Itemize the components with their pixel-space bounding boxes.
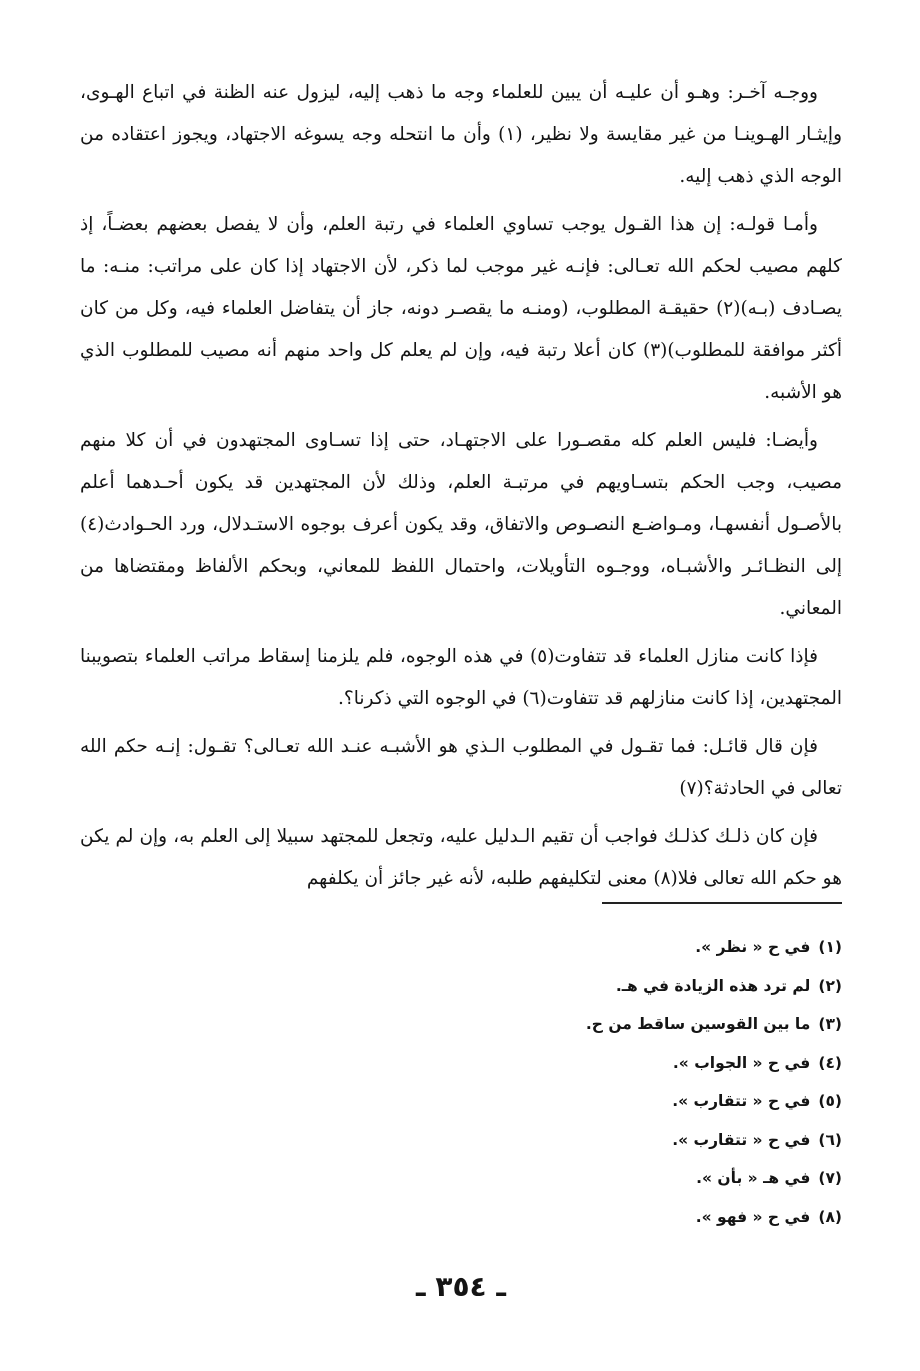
footnote-number: (٨) [818,1207,842,1226]
footnote-item [80,1198,842,1237]
paragraph: فإن قال قائـل: فما تقـول في المطلوب الـذي هو الأشبـه عنـد الله تعـالى؟ تقـول: إنـه حكم الله تعالى في الحادثة؟(٧) [80,736,842,799]
footnote-text: في ح « الجواب ». [672,1053,811,1072]
footnote-separator [602,902,842,904]
footnote-item [80,1005,842,1044]
footnote-number: (٤) [818,1053,842,1072]
paragraph: ووجـه آخـر: وهـو أن عليـه أن يبين للعلماء وجه ما ذهب إليه، ليزول عنه الظنة في اتباع الهـوى، وإيثـار الهـوينـا من غير مقايسة ولا نظير، (١) وأن ما انتحله وجه يسوغه الاجتهاد، ويجوز اعتقاده من الوجه الذي ذهب إليه. [80,82,843,187]
footnote-text: في ح « فهو ». [695,1207,811,1226]
footnote-text: في هـ « بأن ». [696,1169,811,1187]
footnote-text: في ح « تتقارب ». [672,1092,811,1110]
footnote-text: ما بين القوسين ساقط من ح. [585,1015,811,1033]
page-number: ـ ٣٥٤ ـ [416,1270,506,1303]
footnote-item [80,1044,842,1083]
footnote-text: لم ترد هذه الزيادة في هـ. [615,976,811,995]
footnote-item [80,928,842,967]
footnote-number: (٧) [818,1169,842,1187]
footnote-item [80,1159,842,1198]
footnote-number: (٣) [818,1015,842,1033]
footnote-text: في ح « تتقارب ». [672,1130,811,1149]
footnote-item [80,967,842,1006]
footnote-item [80,1082,842,1121]
footnote-text: في ح « نظر ». [695,938,811,956]
footnote-item [80,1121,842,1160]
main-text [80,72,842,906]
footnote-number: (٥) [818,1092,842,1110]
footnote-number: (٢) [818,976,842,995]
footnote-number: (٦) [818,1130,842,1149]
paragraph: وأيضـا: فليس العلم كله مقصـورا على الاجتهـاد، حتى إذا تسـاوى المجتهدون في أن كلا منهم مصيب، وجب الحكم بتسـاويهم في مرتبـة العلم، وذلك لأن المجتهدين قد يكون أحـدهما أعلم بالأصـول أنفسهـا، ومـواضـع النصـوص والاتفاق، وقد يكون أعرف بوجوه الاستـدلال، ورد الحـوادث(٤) إلى النظـائـر والأشبـاه، ووجـوه التأويلات، واحتمال اللفظ للمعاني، وبحكم الألفاظ ومقتضاها من المعاني. [80,430,842,619]
paragraph: وأمـا قولـه: إن هذا القـول يوجب تساوي العلماء في رتبة العلم، وأن لا يفصل بعضهم بعضـاً، إذ كلهم مصيب لحكم الله تعـالى: فإنـه غير موجب لما ذكر، لأن الاجتهاد إذا كان على مراتب: منـه: ما يصـادف (بـه)(٢) حقيقـة المطلوب، (ومنـه ما يقصـر دونه، جاز أن يتفاضل العلماء فيه، وكل من كان أكثر موافقة للمطلوب)(٣) كان أعلا رتبة فيه، وإن لم يعلم كل واحد منهم أنه مصيب للمطلوب الذي هو الأشبه. [80,214,842,403]
book-page [80,72,842,1332]
footnote-number: (١) [818,938,842,956]
paragraph: فإذا كانت منازل العلماء قد تتفاوت(٥) في هذه الوجوه، فلم يلزمنا إسقاط مراتب العلماء بتصويبنا المجتهدين، إذا كانت منازلهم قد تتفاوت(٦) في الوجوه التي ذكرنا؟. [80,646,842,709]
paragraph: فإن كان ذلـك كذلـك فواجب أن تقيم الـدليل عليه، وتجعل للمجتهد سبيلا إلى العلم به، وإن لم يكن هو حكم الله تعالى فلا(٨) معنى لتكليفهم طلبه، لأنه غير جائز أن يكلفهم [80,826,842,889]
footnotes-list [80,928,842,1236]
